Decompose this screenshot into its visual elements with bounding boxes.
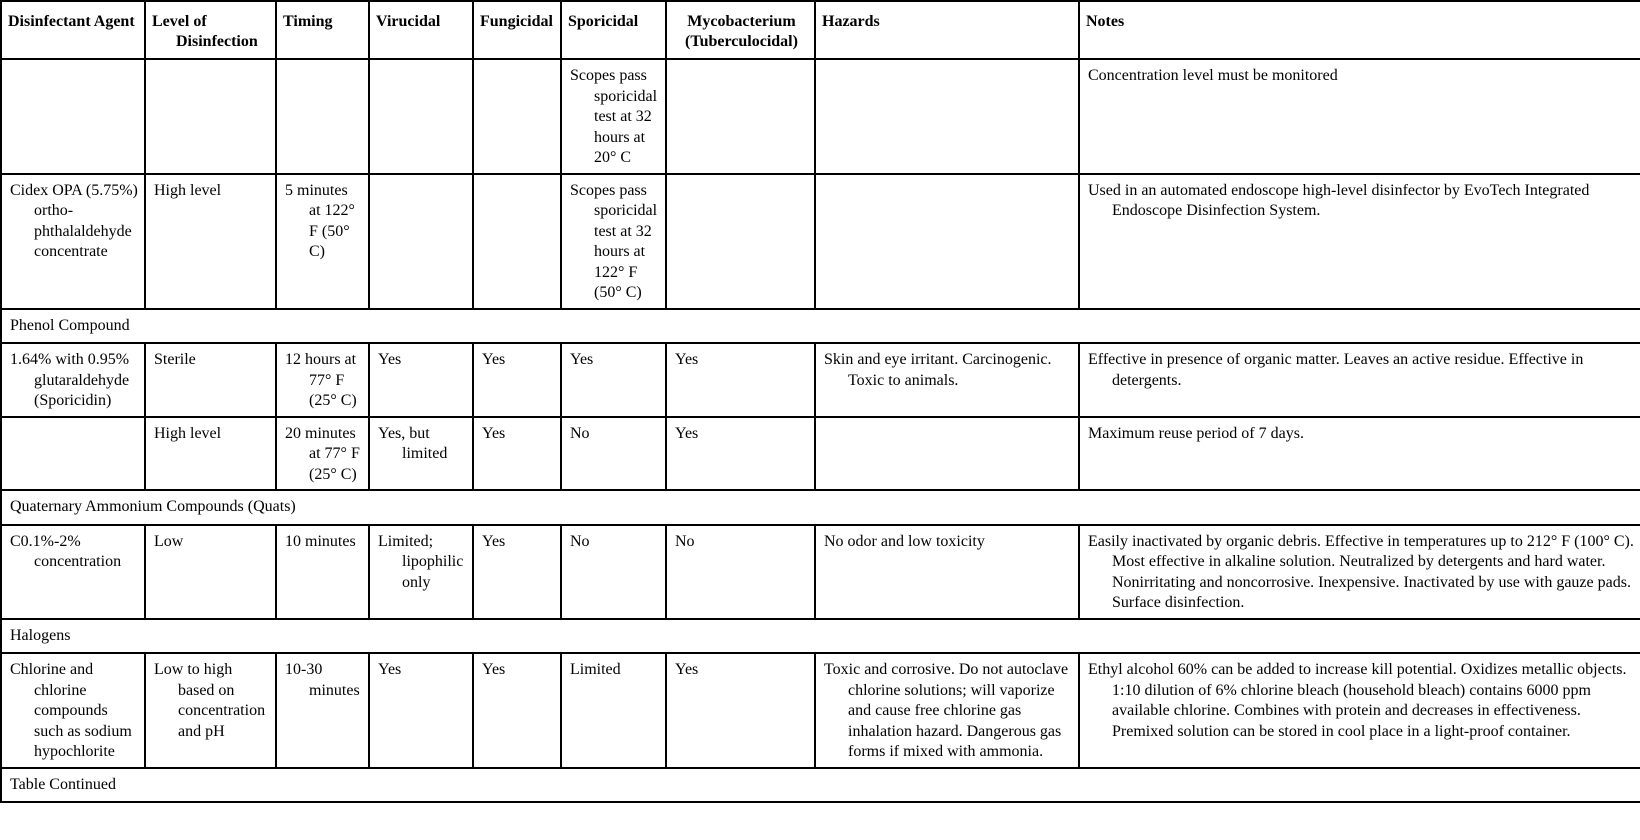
cell-mycobacterium — [666, 525, 815, 619]
cell-hazards — [815, 417, 1079, 491]
cell-level-text: Sterile — [154, 351, 196, 368]
cell-fungicidal — [473, 59, 561, 174]
cell-hazards — [815, 59, 1079, 174]
cell-fungicidal — [473, 343, 561, 417]
cell-timing-text: 20 minutes at 77° F (25° C) — [285, 424, 360, 483]
header-timing: Timing — [276, 1, 369, 59]
header-sporicidal: Sporicidal — [561, 1, 666, 59]
cell-agent — [1, 525, 145, 619]
section-label: Table Continued — [1, 768, 1640, 803]
cell-fungicidal-text: Yes — [482, 532, 506, 550]
cell-notes-text: Concentration level must be monitored — [1088, 67, 1338, 84]
header-notes: Notes — [1079, 1, 1640, 59]
cell-virucidal — [369, 525, 473, 619]
cell-agent — [1, 174, 145, 309]
cell-fungicidal-text: Yes — [482, 424, 506, 442]
section-row — [1, 619, 1640, 654]
cell-mycobacterium-text: Yes — [675, 351, 699, 368]
header-level: Level of Disinfection — [145, 1, 276, 59]
cell-virucidal-text: Yes — [378, 661, 402, 678]
cell-mycobacterium-text: Yes — [675, 424, 699, 442]
cell-hazards-text: Toxic and corrosive. Do not autoclave chlorine solutions; will vaporize and cause free chlorine gas inhalation hazard. Dangerous gas forms if mixed with ammonia. — [824, 661, 1069, 760]
cell-agent — [1, 59, 145, 174]
cell-notes — [1079, 59, 1640, 174]
cell-fungicidal — [473, 525, 561, 619]
header-row — [1, 1, 1640, 59]
cell-agent-text: C0.1%-2% concentration — [10, 532, 122, 570]
cell-virucidal-text: Yes, but limited — [378, 424, 448, 462]
cell-mycobacterium — [666, 174, 815, 309]
table-row — [1, 174, 1640, 309]
table-row — [1, 417, 1640, 491]
cell-fungicidal-text: Yes — [482, 661, 506, 678]
cell-notes-text: Used in an automated endoscope high-level disinfector by EvoTech Integrated Endoscope Disinfection System. — [1088, 181, 1590, 219]
table-body — [1, 59, 1640, 802]
cell-virucidal — [369, 343, 473, 417]
cell-notes — [1079, 653, 1640, 768]
cell-level — [145, 59, 276, 174]
cell-timing-text: 10-30 minutes — [285, 661, 360, 699]
cell-level-text: High level — [154, 424, 222, 442]
cell-agent-text: Cidex OPA (5.75%) ortho-phthalaldehyde concentrate — [10, 181, 138, 260]
cell-virucidal — [369, 653, 473, 768]
cell-sporicidal-text: No — [570, 424, 590, 442]
cell-sporicidal — [561, 653, 666, 768]
cell-fungicidal — [473, 653, 561, 768]
cell-mycobacterium-text: No — [675, 532, 695, 550]
section-label: Halogens — [1, 619, 1640, 654]
cell-timing — [276, 417, 369, 491]
section-label: Phenol Compound — [1, 309, 1640, 344]
cell-notes-text: Effective in presence of organic matter. Leaves an active residue. Effective in detergents. — [1088, 351, 1584, 389]
cell-agent — [1, 343, 145, 417]
cell-notes — [1079, 525, 1640, 619]
cell-sporicidal-text: Scopes pass sporicidal test at 32 hours at 122° F (50° C) — [570, 181, 658, 301]
cell-notes-text: Maximum reuse period of 7 days. — [1088, 424, 1304, 442]
table-row — [1, 59, 1640, 174]
cell-level-text: Low — [154, 532, 184, 550]
cell-sporicidal — [561, 59, 666, 174]
header-hazards: Hazards — [815, 1, 1079, 59]
cell-level — [145, 343, 276, 417]
cell-sporicidal-text: Yes — [570, 351, 594, 368]
section-label: Quaternary Ammonium Compounds (Quats) — [1, 490, 1640, 525]
cell-sporicidal — [561, 343, 666, 417]
table-row — [1, 653, 1640, 768]
section-row — [1, 309, 1640, 344]
cell-virucidal — [369, 174, 473, 309]
cell-sporicidal-text: Scopes pass sporicidal test at 32 hours at 20° C — [570, 67, 658, 166]
cell-agent — [1, 417, 145, 491]
cell-timing-text: 5 minutes at 122° F (50° C) — [285, 181, 355, 260]
cell-level — [145, 174, 276, 309]
header-virucidal: Virucidal — [369, 1, 473, 59]
cell-sporicidal-text: No — [570, 532, 590, 550]
header-agent: Disinfectant Agent — [1, 1, 145, 59]
cell-notes-text: Ethyl alcohol 60% can be added to increase kill potential. Oxidizes metallic objects. 1:10 dilution of 6% chlorine bleach (household bleach) contains 6000 ppm available chlorine. Combines with protein and decreases in effectiveness. Premixed solution can be stored in cool place in a light-proof container. — [1088, 661, 1627, 740]
cell-sporicidal — [561, 417, 666, 491]
cell-mycobacterium — [666, 653, 815, 768]
table-row — [1, 525, 1640, 619]
cell-fungicidal — [473, 174, 561, 309]
cell-virucidal-text: Limited; lipophilic only — [378, 532, 464, 591]
cell-timing-text: 10 minutes — [285, 532, 356, 550]
section-row — [1, 768, 1640, 803]
cell-sporicidal-text: Limited — [570, 661, 621, 678]
cell-sporicidal — [561, 174, 666, 309]
cell-agent-text: 1.64% with 0.95% glutaraldehyde (Sporicidin) — [10, 351, 130, 409]
table-row — [1, 343, 1640, 417]
cell-virucidal — [369, 59, 473, 174]
header-fungicidal: Fungicidal — [473, 1, 561, 59]
cell-notes — [1079, 417, 1640, 491]
cell-hazards-text: No odor and low toxicity — [824, 532, 985, 550]
cell-timing — [276, 525, 369, 619]
cell-mycobacterium — [666, 417, 815, 491]
cell-hazards — [815, 343, 1079, 417]
cell-hazards — [815, 525, 1079, 619]
cell-level-text: High level — [154, 181, 222, 199]
cell-agent — [1, 653, 145, 768]
cell-notes — [1079, 174, 1640, 309]
cell-virucidal — [369, 417, 473, 491]
cell-timing — [276, 343, 369, 417]
cell-mycobacterium — [666, 59, 815, 174]
cell-fungicidal-text: Yes — [482, 351, 506, 368]
cell-timing-text: 12 hours at 77° F (25° C) — [285, 351, 357, 409]
cell-notes — [1079, 343, 1640, 417]
cell-level-text: Low to high based on concentration and pH — [154, 661, 266, 740]
cell-timing — [276, 174, 369, 309]
cell-level — [145, 417, 276, 491]
cell-mycobacterium — [666, 343, 815, 417]
cell-hazards — [815, 174, 1079, 309]
cell-virucidal-text: Yes — [378, 351, 402, 368]
cell-fungicidal — [473, 417, 561, 491]
cell-mycobacterium-text: Yes — [675, 661, 699, 678]
section-row — [1, 490, 1640, 525]
cell-timing — [276, 653, 369, 768]
cell-hazards — [815, 653, 1079, 768]
cell-notes-text: Easily inactivated by organic debris. Effective in temperatures up to 212° F (100° C). Most effective in alkaline solution. Neutralized by detergents and hard water. Nonirritating and noncorrosive. Inexpensive. Inactivated by use with gauze pads. Surface disinfection. — [1088, 532, 1634, 611]
header-mycobacterium: Mycobacterium (Tuberculocidal) — [666, 1, 815, 59]
cell-hazards-text: Skin and eye irritant. Carcinogenic. Toxic to animals. — [824, 351, 1052, 389]
cell-timing — [276, 59, 369, 174]
cell-level — [145, 525, 276, 619]
cell-level — [145, 653, 276, 768]
cell-agent-text: Chlorine and chlorine compounds such as sodium hypochlorite — [10, 661, 132, 760]
cell-sporicidal — [561, 525, 666, 619]
